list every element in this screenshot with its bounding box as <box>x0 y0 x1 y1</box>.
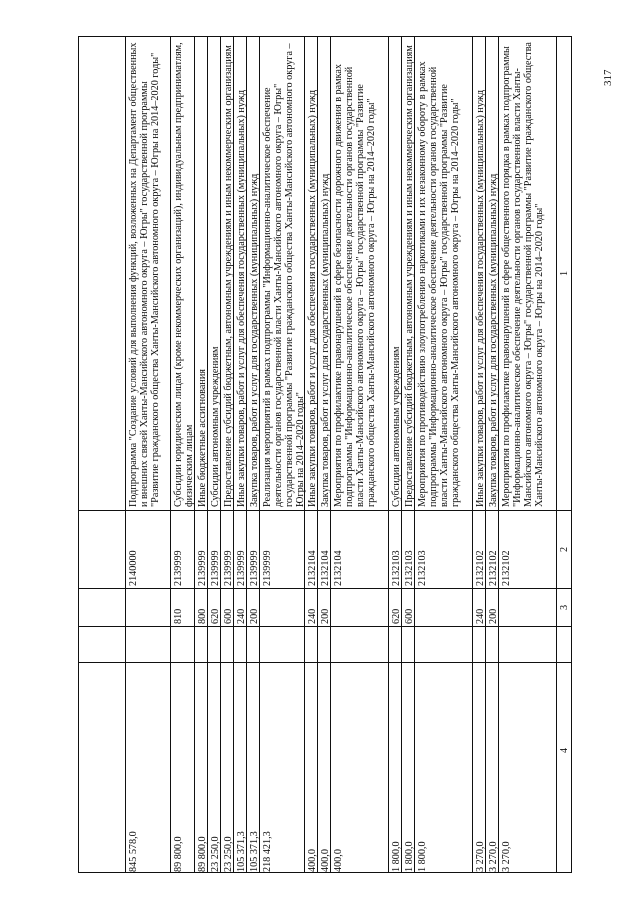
row-sum-cell: 3 270,0 <box>488 841 499 872</box>
row-type-cell: 240 <box>475 608 486 624</box>
table-row <box>401 37 414 872</box>
table-row <box>330 37 388 872</box>
row-sum-cell: 400,0 <box>333 849 344 872</box>
row-sum-cell: 105 371,3 <box>249 831 260 872</box>
row-sum-cell: 400,0 <box>320 849 331 872</box>
row-code-cell: 2132102 <box>488 550 499 586</box>
row-name-cell: Реализация мероприятий в рамках подпрограммы "Информационно-аналитическое обеспечение деятельности органов государственной власти Ханты-Мансийского автономного округа – Югры" государственной программы "Развитие гражданского общества Ханты-Мансийского автономного округа – Югры на 2014–2020 годы" <box>262 43 306 507</box>
row-code-cell: 2132104 <box>320 550 331 586</box>
header-col-3: 3 <box>559 604 570 610</box>
row-code-cell: 2139999 <box>249 550 260 586</box>
row-name-cell: Субсидии автономным учреждениям <box>391 346 402 507</box>
row-name-cell: Подпрограмма "Создание условий для выполнения функций, возложенных на Департамент общественных и внешних связей Ханты-Мансийского автономного округа – Югры" государственной программы "Развитие гражданского общества Ханты-Мансийского автономного округа – Югры на 2014–2020 годы" <box>128 42 161 507</box>
row-code-cell: 2132103 <box>404 550 415 586</box>
row-type-cell <box>331 588 388 626</box>
row-code-cell: 2132103 <box>391 550 402 586</box>
row-name-cell: Мероприятия по профилактике правонарушений в сфере безопасности дорожного движения в рамках подпрограммы "Информационно-аналитическое обеспечение деятельности органов государственной власти Ханты-Мансийского автономного округа – Югры" государственной программы "Развитие гражданского общества Ханты-Мансийского автономного округа – Югры на 2014–2020 годы" <box>333 63 377 507</box>
row-name-cell: Иные закупки товаров, работ и услуг для обеспечения государственных (муниципальных) нужд <box>236 89 247 507</box>
table-row <box>233 37 246 872</box>
table-row <box>170 37 194 872</box>
row-name-cell: Предоставление субсидий бюджетным, автономным учреждениям и иным некоммерческим организациям <box>223 45 234 507</box>
row-code-cell: 2139999 <box>197 550 208 586</box>
row-name-cell: Иные закупки товаров, работ и услуг для обеспечения государственных (муниципальных) нужд <box>307 89 318 507</box>
row-code-cell: 2139999 <box>262 550 273 586</box>
row-sum-cell: 89 800,0 <box>173 836 184 872</box>
budget-table <box>78 36 572 873</box>
row-sum-cell: 845 578,0 <box>128 831 139 872</box>
row-type-cell: 620 <box>210 608 221 624</box>
page-number: 317 <box>602 69 614 87</box>
row-sum-cell: 23 250,0 <box>210 836 221 872</box>
row-sum-cell: 1 800,0 <box>391 841 402 872</box>
row-type-cell: 600 <box>404 608 415 624</box>
row-sum-cell: 3 270,0 <box>501 841 512 872</box>
table-row <box>472 37 485 872</box>
row-code-cell: 2132102 <box>501 550 512 586</box>
row-sum-cell: 105 371,3 <box>236 831 247 872</box>
row-code-cell: 2139999 <box>210 550 221 586</box>
row-type-cell: 240 <box>236 608 247 624</box>
row-code-cell: 2139999 <box>173 550 184 586</box>
table-row <box>259 37 304 872</box>
table-row <box>498 37 556 872</box>
table-row <box>246 37 259 872</box>
row-name-cell: Мероприятия по профилактике правонарушений в сфере общественного порядка в рамках подпрограммы "Информационно-аналитическое обеспечение деятельности органов государственной власти Ханты-Мансийского автономного округа – Югры" государственной программы "Развитие гражданского общества Ханты-Мансийского автономного округа – Югры на 2014–2020 годы" <box>501 42 545 507</box>
row-type-cell <box>499 588 556 626</box>
row-type-cell: 240 <box>307 608 318 624</box>
table-row <box>485 37 498 872</box>
row-name-cell: Закупка товаров, работ и услуг для государственных (муниципальных) нужд <box>249 173 260 507</box>
row-name-cell: Закупка товаров, работ и услуг для государственных (муниципальных) нужд <box>488 173 499 507</box>
row-code-cell: 2132102 <box>475 550 486 586</box>
row-code-cell: 2139999 <box>236 550 247 586</box>
header-col-2: 2 <box>559 546 570 552</box>
row-name-cell: Иные закупки товаров, работ и услуг для обеспечения государственных (муниципальных) нужд <box>475 89 486 507</box>
header-col-1: 1 <box>559 270 570 277</box>
row-type-cell: 810 <box>173 608 184 624</box>
row-sum-cell: 1 800,0 <box>404 841 415 872</box>
row-name-cell: Субсидии юридическим лицам (кроме некоммерческих организаций), индивидуальным предприниматлям, физическим лицам <box>173 42 195 507</box>
table-header <box>556 37 571 872</box>
row-type-cell: 600 <box>223 608 234 624</box>
row-sum-cell: 218 421,3 <box>262 831 273 872</box>
header-col-4: 4 <box>559 747 570 753</box>
table-row <box>388 37 401 872</box>
table-row <box>317 37 330 872</box>
row-sum-cell: 23 250,0 <box>223 836 234 872</box>
row-code-cell: 2132104 <box>307 550 318 586</box>
row-code-cell: 2132103 <box>417 550 428 586</box>
row-type-cell <box>260 588 304 626</box>
row-type-cell <box>415 588 472 626</box>
row-name-cell: Субсидии автономным учреждениям <box>210 346 221 507</box>
table-row <box>220 37 233 872</box>
row-type-cell <box>126 588 170 626</box>
row-type-cell: 200 <box>488 608 499 624</box>
table-row <box>414 37 472 872</box>
row-sum-cell: 89 800,0 <box>197 836 208 872</box>
row-name-cell: Иные бюджетные ассигнования <box>197 369 208 507</box>
row-type-cell: 200 <box>249 608 260 624</box>
row-name-cell: Закупка товаров, работ и услуг для государственных (муниципальных) нужд <box>320 173 331 507</box>
row-code-cell: 2140000 <box>128 550 139 586</box>
table-row <box>194 37 207 872</box>
row-type-cell: 200 <box>320 608 331 624</box>
row-sum-cell: 3 270,0 <box>475 841 486 872</box>
row-type-cell: 800 <box>197 608 208 624</box>
table-row <box>125 37 170 872</box>
row-code-cell: 2132104 <box>333 550 344 586</box>
table-row <box>207 37 220 872</box>
row-name-cell: Мероприятия по противодействию злоупотреблению наркотиками и их незаконному обороту в рамках подпрограммы "Информационно-аналитическое обеспечение деятельности органов государственной власти Ханты-Мансийского автономного округа – Югры" государственной программы "Развитие гражданского общества Ханты-Мансийского автономного округа – Югры на 2014–2020 годы" <box>417 61 461 507</box>
row-type-cell: 620 <box>391 608 402 624</box>
row-name-cell: Предоставление субсидий бюджетным, автономным учреждениям и иным некоммерческим организациям <box>404 45 415 507</box>
row-code-cell: 2139999 <box>223 550 234 586</box>
row-sum-cell: 1 800,0 <box>417 841 428 872</box>
row-sum-cell: 400,0 <box>307 849 318 872</box>
